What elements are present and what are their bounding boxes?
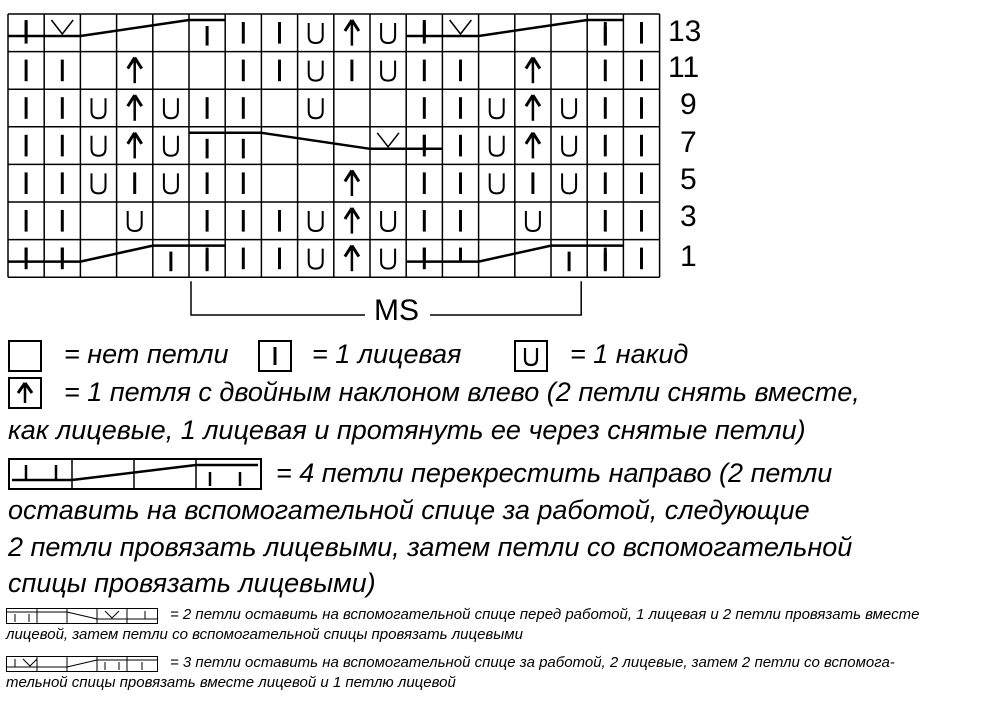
- legend-double-decrease-text-1: = 1 петля с двойным наклоном влево (2 петли снять вместе,: [64, 377, 860, 407]
- yarn-over-stitch: [562, 98, 576, 118]
- yarn-over-stitch: [92, 98, 106, 118]
- legend-cross-right-4-text-3: 2 петли провязать лицевыми, затем петли со вспомогательной: [8, 532, 853, 562]
- legend-no-stitch-symbol: [8, 340, 42, 372]
- double-decrease-stitch: [345, 246, 359, 272]
- knitting-chart: [0, 0, 1000, 340]
- legend-double-decrease-text-2: как лицевые, 1 лицевая и протянуть ее через снятые петли): [8, 415, 806, 445]
- legend-knit-symbol: [258, 340, 292, 372]
- legend-yarn-over-symbol: [514, 340, 548, 372]
- row-number-9: 9: [680, 88, 697, 121]
- double-decrease-stitch: [345, 170, 359, 196]
- double-decrease-stitch: [128, 133, 142, 159]
- legend-yarn-over-text: = 1 накид: [570, 339, 689, 369]
- ms-label: MS: [370, 296, 423, 326]
- yarn-over-stitch: [526, 211, 540, 231]
- yarn-over-stitch: [309, 98, 323, 118]
- cable-line: [479, 20, 588, 36]
- double-decrease-stitch: [526, 58, 540, 84]
- yarn-over-stitch: [381, 211, 395, 231]
- row-number-3: 3: [680, 200, 697, 233]
- double-decrease-stitch: [345, 20, 359, 46]
- ms-bracket-left: [191, 281, 365, 315]
- yarn-over-stitch: [490, 173, 504, 193]
- cable-line: [261, 133, 370, 149]
- legend-cross-right-4-text-2: оставить на вспомогательной спице за работой, следующие: [8, 495, 810, 525]
- row-number-5: 5: [680, 163, 697, 196]
- row-number-11: 11: [668, 51, 700, 84]
- yarn-over-stitch: [128, 211, 142, 231]
- legend-cross-right-5-symbol: [6, 656, 158, 672]
- yarn-over-stitch: [92, 173, 106, 193]
- yarn-over-stitch: [490, 98, 504, 118]
- yarn-over-stitch: [92, 136, 106, 156]
- yarn-over-stitch: [490, 136, 504, 156]
- legend-cross-left-5-text-1: = 2 петли оставить на вспомогательной спице перед работой, 1 лицевая и 2 петли провязать вместе: [170, 606, 920, 623]
- legend-double-decrease-symbol: [8, 377, 42, 409]
- legend-cross-right-4-text-4: спицы провязать лицевыми): [8, 568, 376, 598]
- double-decrease-stitch: [526, 133, 540, 159]
- double-decrease-stitch: [345, 208, 359, 234]
- ms-bracket-right: [430, 281, 581, 315]
- yarn-over-stitch: [164, 98, 178, 118]
- yarn-over-stitch: [381, 61, 395, 81]
- legend-cross-left-5-text-2: лицевой, затем петли со вспомогательной спицы провязать лицевыми: [6, 626, 523, 643]
- row-number-13: 13: [668, 15, 702, 48]
- yarn-over-stitch: [309, 23, 323, 43]
- double-decrease-stitch: [128, 95, 142, 121]
- yarn-over-stitch: [309, 61, 323, 81]
- yarn-over-stitch: [562, 136, 576, 156]
- legend-cross-right-5-text-2: тельной спицы провязать вместе лицевой и 1 петлю лицевой: [6, 674, 456, 691]
- row-number-7: 7: [680, 126, 697, 159]
- yarn-over-stitch: [381, 249, 395, 269]
- double-decrease-stitch: [128, 58, 142, 84]
- legend-cross-left-5-symbol: [6, 608, 158, 624]
- row-number-1: 1: [680, 240, 697, 273]
- legend-cross-right-5-text-1: = 3 петли оставить на вспомогательной спице за работой, 2 лицевые, затем 2 петли со вспомога-: [170, 654, 895, 671]
- yarn-over-stitch: [309, 211, 323, 231]
- yarn-over-stitch: [562, 173, 576, 193]
- dec-mark: [51, 20, 73, 34]
- yarn-over-stitch: [164, 136, 178, 156]
- double-decrease-stitch: [526, 95, 540, 121]
- legend-knit-text: = 1 лицевая: [312, 339, 462, 369]
- legend-cross-right-4-text-1: = 4 петли перекрестить направо (2 петли: [276, 458, 833, 488]
- legend-cross-right-4-symbol: [8, 458, 262, 490]
- legend-no-stitch-text: = нет петли: [64, 339, 229, 369]
- yarn-over-stitch: [164, 173, 178, 193]
- dec-mark: [450, 20, 472, 34]
- yarn-over-stitch: [309, 249, 323, 269]
- dec-mark: [377, 133, 399, 147]
- cable-line: [80, 20, 189, 36]
- yarn-over-stitch: [381, 23, 395, 43]
